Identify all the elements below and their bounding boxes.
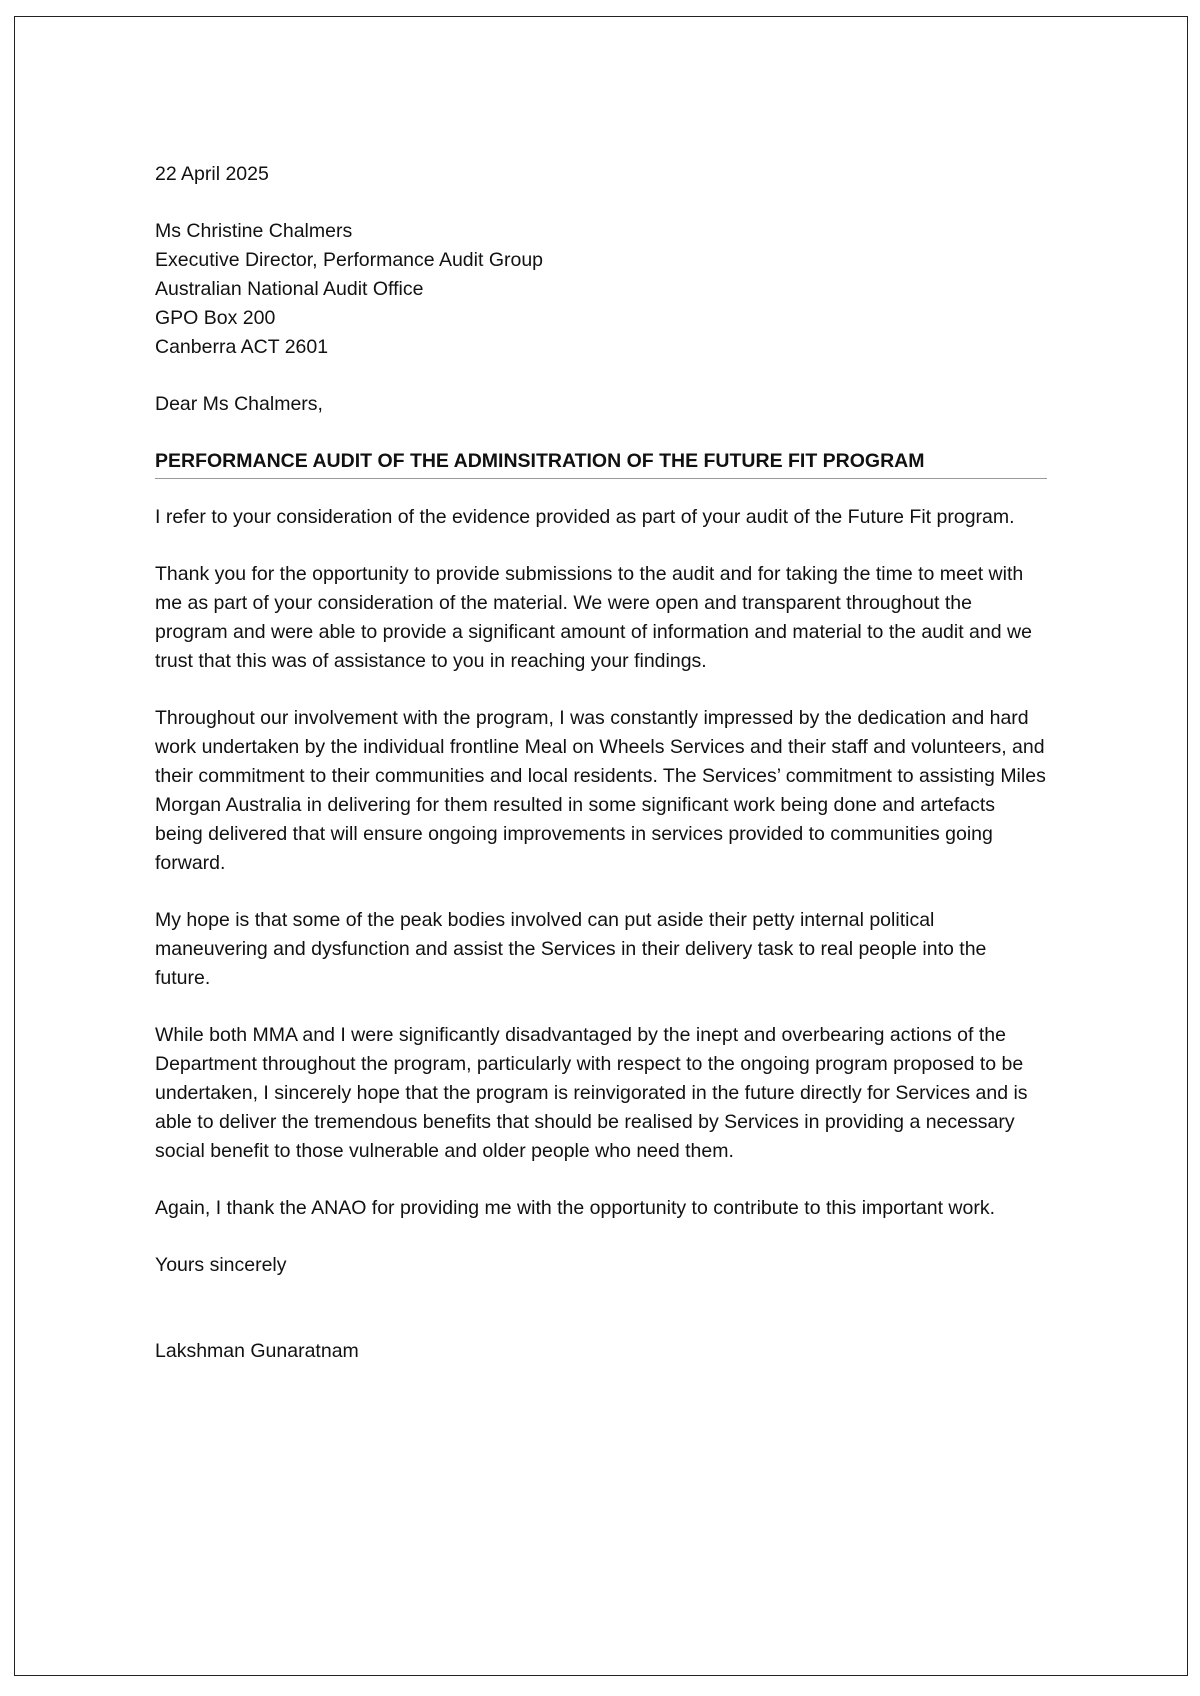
closing: Yours sincerely: [155, 1254, 287, 1276]
letter-body: [155, 160, 1047, 1366]
recipient-address: [155, 217, 1047, 362]
recipient-name: Ms Christine Chalmers: [155, 220, 353, 242]
paragraph-6: Again, I thank the ANAO for providing me with the opportunity to contribute to this important work.: [155, 1197, 996, 1219]
recipient-title: Executive Director, Performance Audit Group: [155, 249, 544, 271]
signatory-name: Lakshman Gunaratnam: [155, 1340, 359, 1362]
paragraph-1: I refer to your consideration of the evidence provided as part of your audit of the Future Fit program.: [155, 506, 1015, 528]
letter-date: 22 April 2025: [155, 163, 269, 185]
paragraph-4: My hope is that some of the peak bodies involved can put aside their petty internal political maneuvering and dysfunction and assist the Services in their delivery task to real people into the future.: [155, 909, 987, 989]
salutation: Dear Ms Chalmers,: [155, 393, 323, 415]
paragraph-5: While both MMA and I were significantly disadvantaged by the inept and overbearing actions of the Department throughout the program, particularly with respect to the ongoing program proposed to be undertaken, I sincerely hope that the program is reinvigorated in the future directly for Services and is able to deliver the tremendous benefits that should be realised by Services in providing a necessary social benefit to those vulnerable and older people who need them.: [155, 1024, 1028, 1162]
recipient-po-box: GPO Box 200: [155, 307, 276, 329]
paragraph-2: Thank you for the opportunity to provide submissions to the audit and for taking the time to meet with me as part of your consideration of the material. We were open and transparent throughout the program and were able to provide a significant amount of information and material to the audit and we trust that this was of assistance to you in reaching your findings.: [155, 563, 1032, 672]
recipient-city: Canberra ACT 2601: [155, 336, 329, 358]
recipient-organisation: Australian National Audit Office: [155, 278, 424, 300]
subject-heading: PERFORMANCE AUDIT OF THE ADMINSITRATION OF THE FUTURE FIT PROGRAM: [155, 447, 1047, 479]
paragraph-3: Throughout our involvement with the program, I was constantly impressed by the dedication and hard work undertaken by the individual frontline Meal on Wheels Services and their staff and volunteers, and their commitment to their communities and local residents. The Services’ commitment to assisting Miles Morgan Australia in delivering for them resulted in some significant work being done and artefacts being delivered that will ensure ongoing improvements in services provided to communities going forward.: [155, 707, 1046, 874]
